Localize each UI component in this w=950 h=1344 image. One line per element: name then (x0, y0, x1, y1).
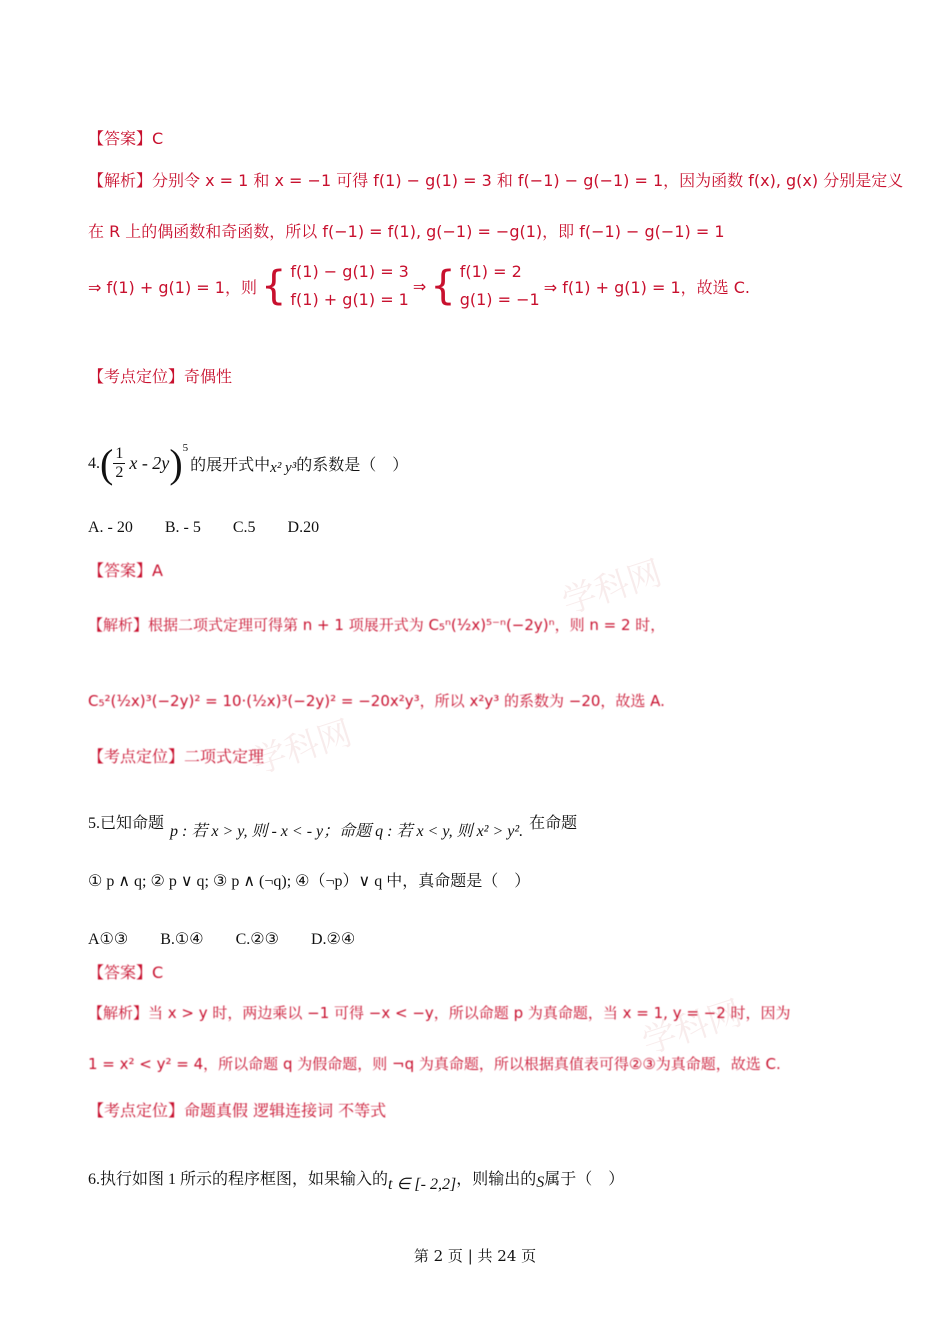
analysis-3-line1: 【解析】分别令 x = 1 和 x = −1 可得 f(1) − g(1) = 3 和 f(−1) − g(−1) = 1，因为函数 f(x), g(x) 分别是定义 (88, 171, 904, 190)
watermark: 学科网 (247, 713, 357, 783)
question-4-expr: x - 2y (129, 453, 170, 473)
analysis-4-line2: C₅²(½x)³(−2y)² = 10·(½x)³(−2y)² = −20x²y³，所以 x²y³ 的系数为 −20，故选 A. (88, 692, 665, 710)
answer-5: 【答案】C (88, 963, 164, 982)
analysis-3-line3-post: ⇒ f(1) + g(1) = 1，故选 C. (543, 277, 750, 297)
question-5-propositions: p : 若 x > y, 则 - x < - y；命题 q : 若 x < y, 则 x² > y². (170, 823, 524, 840)
analysis-4-line1: 【解析】根据二项式定理可得第 n + 1 项展开式为 C₅ⁿ(½x)⁵⁻ⁿ(−2y)ⁿ，则 n = 2 时， (88, 616, 666, 634)
question-4-number: 4. (88, 454, 100, 472)
brace-icon: { (260, 263, 287, 309)
question-5-intro: 5.已知命题 (88, 815, 165, 832)
question-6-text2: ，则输出的 (456, 1171, 537, 1188)
question-4-options: A. - 20 B. - 5 C.5 D.20 (88, 519, 320, 536)
analysis-3-line3-pre: ⇒ f(1) + g(1) = 1，则 (88, 277, 257, 297)
question-4-text1: 的展开式中 (190, 457, 271, 474)
answer-3: 【答案】C (88, 129, 164, 148)
analysis-5-line2: 1 = x² < y² = 4，所以命题 q 为假命题，则 ¬q 为真命题，所以根据真值表可得②③为真命题，故选 C. (88, 1055, 781, 1073)
watermark: 学科网 (557, 553, 667, 623)
knowledge-point-4: 【考点定位】二项式定理 (88, 747, 265, 766)
question-4-term: x² y³ (270, 460, 297, 476)
question-5-line1 (88, 810, 577, 841)
knowledge-point-3: 【考点定位】奇偶性 (88, 367, 233, 386)
analysis-3-line3 (88, 258, 750, 314)
question-6-text1: 6.执行如图 1 所示的程序框图，如果输入的 (88, 1171, 389, 1188)
question-6-condition: t ∈ [- 2,2] (388, 1176, 457, 1193)
brace-icon: { (430, 263, 456, 309)
question-4-text2: 的系数是（ ） (296, 457, 409, 474)
answer-4: 【答案】A (88, 561, 163, 580)
question-6 (88, 1166, 624, 1194)
analysis-5-line1: 【解析】当 x > y 时，两边乘以 −1 可得 −x < −y，所以命题 p 为真命题，当 x = 1, y = −2 时，因为 (88, 1004, 791, 1022)
question-6-s: S (536, 1174, 545, 1191)
question-5-tail: 在命题 (529, 815, 578, 832)
fraction-half: $\frac{1}{2}$ (115, 445, 124, 481)
system2-eq2: g(1) = −1 (459, 290, 540, 309)
question-4: 4. ( $\frac{1}{2}$ x - 2y ) $^5$ 的展开式中 x² y³ 的系数是（ ） (88, 441, 409, 486)
question-6-text3: 属于（ ） (544, 1171, 625, 1188)
page-footer: 第 2 页 | 共 24 页 (413, 1247, 537, 1265)
question-5-options: A①③ B.①④ C.②③ D.②④ (88, 931, 356, 948)
question-4-exponent: 5 (182, 442, 189, 454)
implies-arrow: ⇒ (412, 276, 427, 296)
knowledge-point-5: 【考点定位】命题真假 逻辑连接词 不等式 (88, 1101, 387, 1120)
question-5-line2: ① p ∧ q; ② p ∨ q; ③ p ∧ (¬q); ④（¬p）∨ q 中，真命题是（ ） (88, 873, 531, 890)
watermark: 学科网 (637, 993, 747, 1063)
system1-eq2: f(1) + g(1) = 1 (290, 290, 409, 309)
system1-eq1: f(1) − g(1) = 3 (290, 262, 409, 281)
system2-eq1: f(1) = 2 (459, 262, 522, 281)
analysis-3-line2: 在 R 上的偶函数和奇函数，所以 f(−1) = f(1), g(−1) = −g(1)，即 f(−1) − g(−1) = 1 (88, 222, 725, 241)
